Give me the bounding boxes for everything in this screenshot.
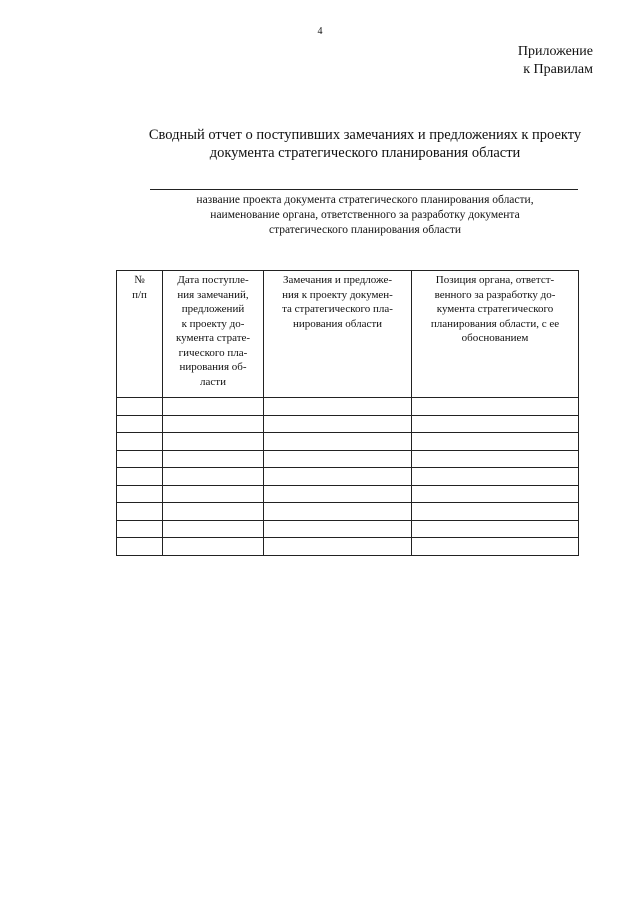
table-cell xyxy=(412,520,579,538)
table-cell xyxy=(163,485,264,503)
table-cell xyxy=(412,415,579,433)
table-cell xyxy=(117,538,163,556)
table-cell xyxy=(117,415,163,433)
table-cell xyxy=(412,468,579,486)
table-cell xyxy=(264,415,412,433)
table-cell xyxy=(163,415,264,433)
caption-line-3: стратегического планирования области xyxy=(268,224,462,236)
table-row xyxy=(117,538,579,556)
table-cell xyxy=(264,485,412,503)
report-title xyxy=(110,126,620,162)
table-cell xyxy=(412,538,579,556)
table-cell xyxy=(264,468,412,486)
report-table xyxy=(116,270,579,556)
report-title-line-1: Сводный отчет о поступивших замечаниях и предложениях к проекту xyxy=(148,127,582,143)
table-cell xyxy=(412,503,579,521)
table-cell xyxy=(264,538,412,556)
table-cell xyxy=(117,450,163,468)
table-cell xyxy=(264,433,412,451)
header-comments: Замечания и предложе- ния к проекту докумен- та стратегического пла- нирования области xyxy=(264,271,412,398)
table-body xyxy=(117,398,579,556)
project-name-underline xyxy=(150,189,578,190)
appendix-line-2: к Правилам xyxy=(523,62,593,77)
header-date: Дата поступле- ния замечаний, предложений к проекту до- кумента страте- гического пла- нирования об- ласти xyxy=(163,271,264,398)
table-cell xyxy=(264,398,412,416)
table-cell xyxy=(117,520,163,538)
table-row xyxy=(117,520,579,538)
table-cell xyxy=(163,503,264,521)
table-header-row xyxy=(117,271,579,398)
table-cell xyxy=(412,485,579,503)
table-cell xyxy=(412,433,579,451)
appendix-label xyxy=(518,43,593,79)
table-cell xyxy=(117,398,163,416)
table-row xyxy=(117,433,579,451)
table-row xyxy=(117,468,579,486)
table-row xyxy=(117,415,579,433)
table-cell xyxy=(163,538,264,556)
header-number: № п/п xyxy=(117,271,163,398)
table-cell xyxy=(117,485,163,503)
header-position: Позиция органа, ответст- венного за разработку до- кумента стратегического планирования области, с ее обоснованием xyxy=(412,271,579,398)
table-cell xyxy=(117,503,163,521)
table-cell xyxy=(163,520,264,538)
table-row xyxy=(117,450,579,468)
table-cell xyxy=(264,520,412,538)
caption-line-2: наименование органа, ответственного за разработку документа xyxy=(210,209,520,221)
table-row xyxy=(117,398,579,416)
table-cell xyxy=(163,433,264,451)
table-cell xyxy=(264,503,412,521)
appendix-line-1: Приложение xyxy=(517,44,593,59)
table-cell xyxy=(412,450,579,468)
table-cell xyxy=(264,450,412,468)
report-title-line-2: документа стратегического планирования области xyxy=(209,145,521,161)
caption-line-1: название проекта документа стратегического планирования области, xyxy=(196,194,534,206)
table-cell xyxy=(412,398,579,416)
page-number: 4 xyxy=(317,26,323,37)
table-cell xyxy=(117,468,163,486)
project-name-caption xyxy=(130,193,600,238)
table-cell xyxy=(163,450,264,468)
table-cell xyxy=(163,468,264,486)
table-row xyxy=(117,503,579,521)
table-cell xyxy=(163,398,264,416)
table-row xyxy=(117,485,579,503)
table-cell xyxy=(117,433,163,451)
